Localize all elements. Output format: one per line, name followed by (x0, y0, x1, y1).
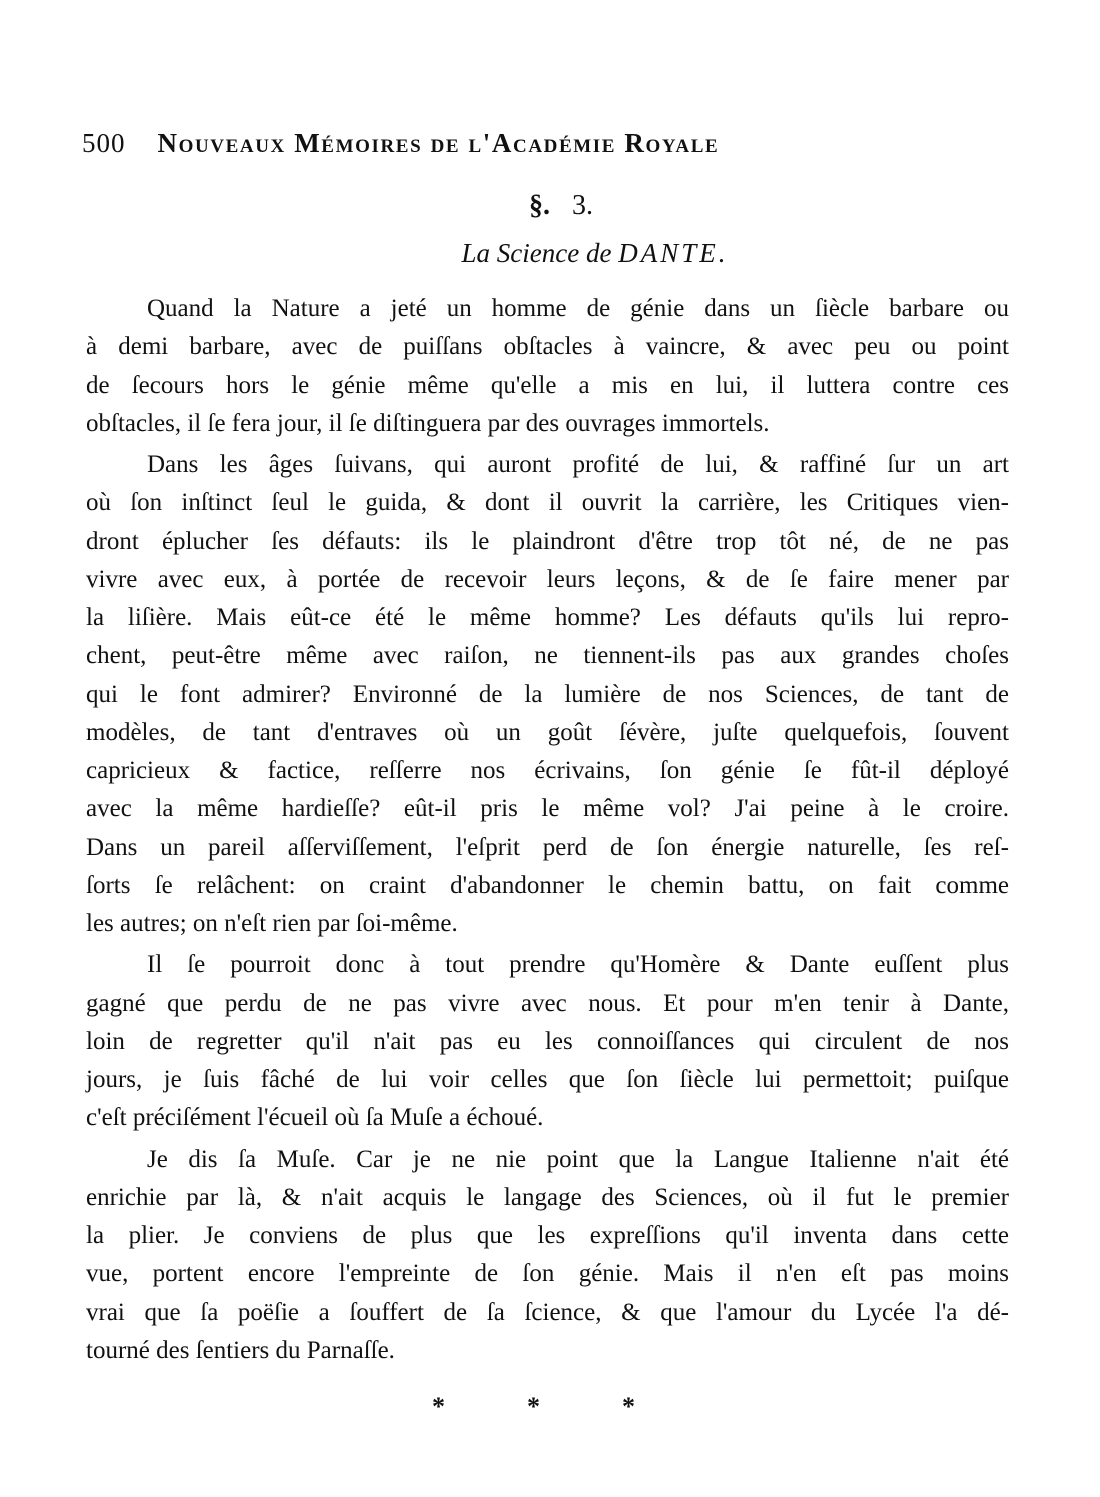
text-line: Quand la Nature a jeté un homme de génie dans un ſiècle barbare ou (147, 295, 1009, 322)
text-line: gagné que perdu de ne pas vivre avec nous. Et pour m'en tenir à Dante, (86, 989, 1009, 1017)
asterisk-ornament-icon: * (432, 1392, 445, 1421)
paragraph (86, 290, 1009, 443)
text-line: Dans un pareil aſſerviſſement, l'eſprit perd de ſon énergie naturelle, ſes reſ- (86, 833, 1009, 861)
section-number: 3. (572, 190, 593, 221)
text-line: obſtacles, il ſe fera jour, il ſe diſtinguera par des ouvrages immortels. (86, 409, 770, 437)
text-line: chent, peut-être même avec raiſon, ne tiennent-ils pas aux grandes choſes (86, 642, 1009, 670)
section-title-name: DANTE. (618, 238, 729, 268)
page-number: 500 (82, 128, 126, 158)
text-line: c'eſt préciſément l'écueil où ſa Muſe a échoué. (86, 1104, 544, 1132)
text-line: enrichie par là, & n'ait acquis le langage des Sciences, où il fut le premier (86, 1183, 1009, 1211)
body-text (86, 290, 1009, 1370)
asterisk-ornament-icon: * (527, 1392, 540, 1421)
text-line: vrai que ſa poëſie a ſouffert de ſa ſcience, & que l'amour du Lycée l'a dé- (86, 1298, 1009, 1326)
text-line: la plier. Je conviens de plus que les expreſſions qu'il inventa dans cette (86, 1222, 1009, 1249)
text-line: loin de regretter qu'il n'ait pas eu les connoiſſances qui circulent de nos (86, 1027, 1009, 1055)
closing-ornaments (0, 1392, 1100, 1422)
running-head-title: Nouveaux Mémoires de l'Académie Royale (157, 128, 720, 158)
text-line: les autres; on n'eſt rien par ſoi-même. (86, 910, 458, 937)
section-title-prefix: La Science de (461, 238, 612, 268)
text-line: jours, je ſuis fâché de lui voir celles que ſon ſiècle lui permettoit; puiſque (86, 1066, 1009, 1093)
asterisk-ornament-icon: * (622, 1392, 635, 1421)
section-title (0, 238, 1100, 269)
text-line: capricieux & factice, reſſerre nos écrivains, ſon génie ſe fût-il déployé (86, 757, 1009, 784)
paragraph (86, 1141, 1009, 1371)
running-head (82, 128, 922, 162)
text-line: Dans les âges ſuivans, qui auront profité de lui, & raffiné ſur un art (147, 451, 1009, 478)
section-heading (0, 190, 1100, 222)
text-line: dront éplucher ſes défauts: ils le plaindront d'être trop tôt né, de ne pas (86, 527, 1009, 555)
paragraph (86, 946, 1009, 1137)
text-line: qui le font admirer? Environné de la lumière de nos Sciences, de tant de (86, 680, 1009, 708)
text-line: Il ſe pourroit donc à tout prendre qu'Homère & Dante euſſent plus (147, 951, 1009, 979)
text-line: où ſon inſtinct ſeul le guida, & dont il ouvrit la carrière, les Critiques vien- (86, 489, 1009, 517)
text-line: modèles, de tant d'entraves où un goût ſévère, juſte quelquefois, ſouvent (86, 718, 1009, 746)
text-line: vue, portent encore l'empreinte de ſon génie. Mais il n'en eſt pas moins (86, 1260, 1009, 1288)
text-line: tourné des ſentiers du Parnaſſe. (86, 1336, 395, 1364)
text-line: de ſecours hors le génie même qu'elle a mis en lui, il luttera contre ces (86, 371, 1009, 399)
text-line: avec la même hardieſſe? eût-il pris le même vol? J'ai peine à le croire. (86, 795, 1009, 823)
text-line: ſorts ſe relâchent: on craint d'abandonner le chemin battu, on fait comme (86, 871, 1009, 899)
text-line: à demi barbare, avec de puiſſans obſtacles à vaincre, & avec peu ou point (86, 333, 1009, 361)
text-line: Je dis ſa Muſe. Car je ne nie point que la Langue Italienne n'ait été (147, 1145, 1009, 1173)
paragraph (86, 446, 1009, 943)
text-line: vivre avec eux, à portée de recevoir leurs leçons, & de ſe faire mener par (86, 565, 1009, 593)
text-line: la liſière. Mais eût-ce été le même homme? Les défauts qu'ils lui repro- (86, 604, 1009, 631)
section-symbol: §. (529, 190, 550, 221)
